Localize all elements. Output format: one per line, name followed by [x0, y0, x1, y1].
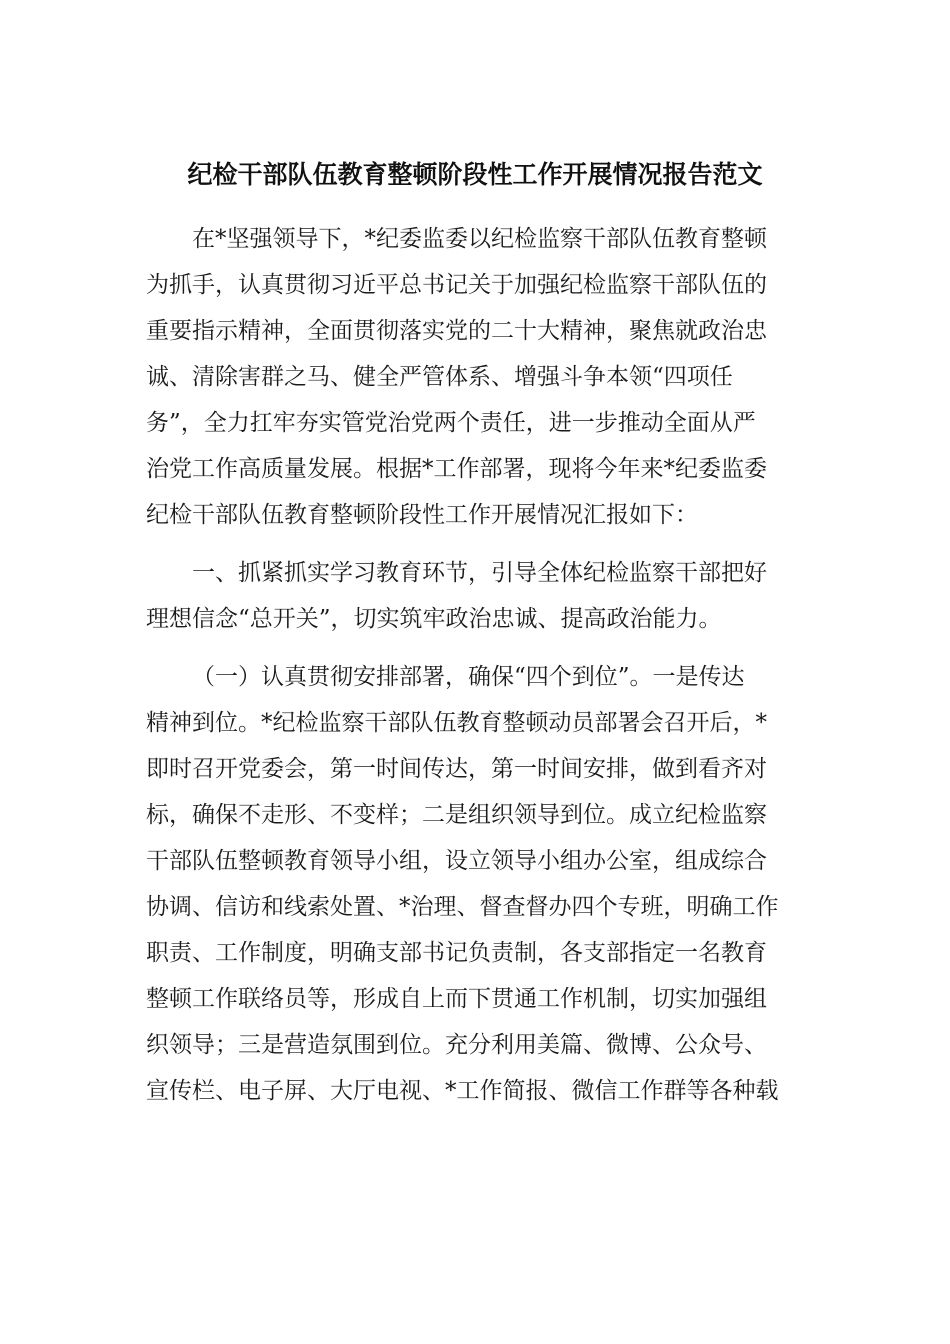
document-title: 纪检干部队伍教育整顿阶段性工作开展情况报告范文: [187, 160, 763, 189]
paragraph-line: 一、抓紧抓实学习教育环节，引导全体纪检监察干部把好: [192, 560, 767, 586]
paragraph-line: 精神到位。*纪检监察干部队伍教育整顿动员部署会召开后，*: [146, 710, 767, 736]
paragraph-line: 协调、信访和线索处置、*治理、督查督办四个专班，明确工作: [146, 894, 779, 920]
paragraph-line: 宣传栏、电子屏、大厅电视、*工作简报、微信工作群等各种载: [146, 1078, 779, 1104]
paragraph-line: 重要指示精神，全面贯彻落实党的二十大精神，聚焦就政治忠: [146, 318, 767, 344]
document-body: [146, 216, 806, 1114]
paragraph-line: 纪检干部队伍教育整顿阶段性工作开展情况汇报如下：: [146, 502, 698, 528]
paragraph-line: 标，确保不走形、不变样；二是组织领导到位。成立纪检监察: [146, 802, 767, 828]
paragraph-line: 在*坚强领导下，*纪委监委以纪检监察干部队伍教育整顿: [192, 226, 767, 252]
paragraph-line: 即时召开党委会，第一时间传达，第一时间安排，做到看齐对: [146, 756, 767, 782]
paragraph-line: 治党工作高质量发展。根据*工作部署，现将今年来*纪委监委: [146, 456, 767, 482]
paragraph-line: 干部队伍整顿教育领导小组，设立领导小组办公室，组成综合: [146, 848, 767, 874]
paragraph-line: 为抓手，认真贯彻习近平总书记关于加强纪检监察干部队伍的: [146, 272, 767, 298]
paragraph-intro: [146, 216, 806, 538]
paragraph-line: 诚、清除害群之马、健全严管体系、增强斗争本领“四项任: [146, 364, 733, 390]
paragraph-section-one: [146, 550, 806, 642]
paragraph-line: 理想信念“总开关”，切实筑牢政治忠诚、提高政治能力。: [146, 606, 722, 632]
paragraph-line: 务”，全力扛牢夯实管党治党两个责任，进一步推动全面从严: [146, 410, 756, 436]
paragraph-line: （一）认真贯彻安排部署，确保“四个到位”。一是传达: [192, 664, 745, 690]
paragraph-subsection-one: [146, 654, 806, 1114]
paragraph-line: 织领导；三是营造氛围到位。充分利用美篇、微博、公众号、: [146, 1032, 767, 1058]
paragraph-line: 职责、工作制度，明确支部书记负责制，各支部指定一名教育: [146, 940, 767, 966]
paragraph-line: 整顿工作联络员等，形成自上而下贯通工作机制，切实加强组: [146, 986, 767, 1012]
